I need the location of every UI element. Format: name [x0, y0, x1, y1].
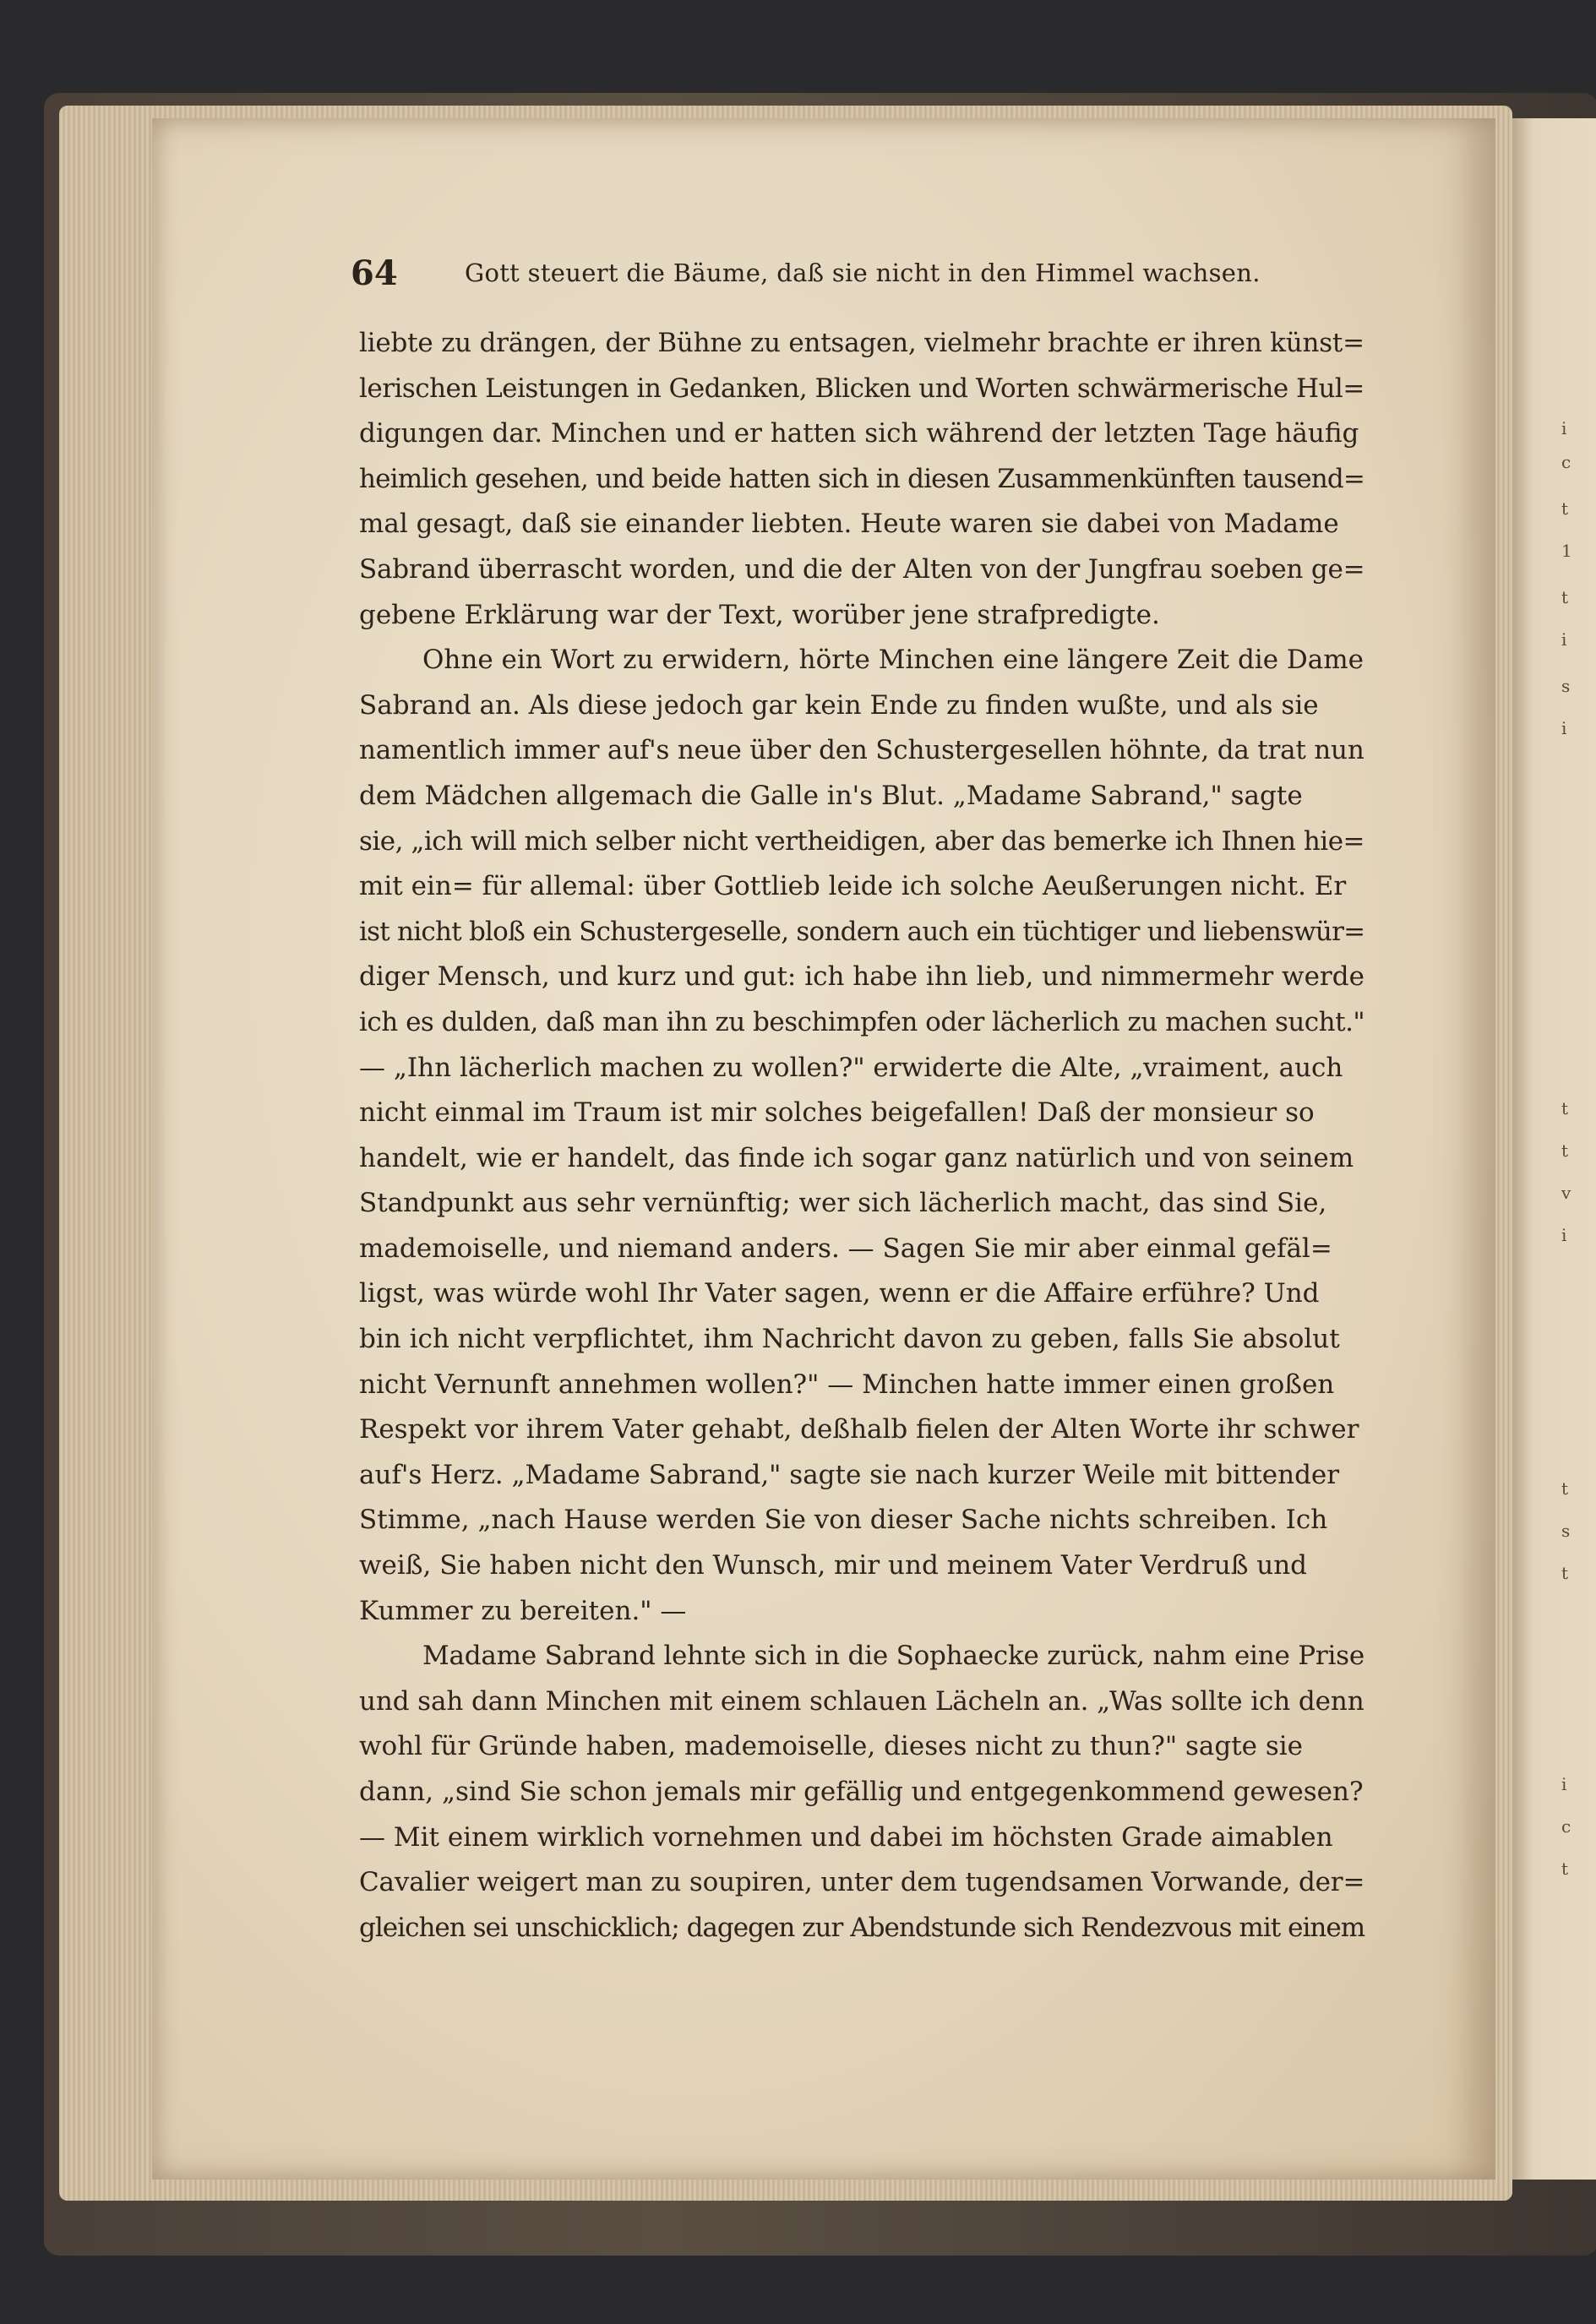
text-line: mal gesagt, daß sie einander liebten. Heute waren sie dabei von Madame — [359, 509, 1339, 540]
text-line: Respekt vor ihrem Vater gehabt, deßhalb fielen der Alten Worte ihr schwer — [359, 1414, 1359, 1445]
facing-page-letter: t — [1561, 1478, 1569, 1499]
text-line: und sah dann Minchen mit einem schlauen Lächeln an. „Was sollte ich denn — [359, 1685, 1364, 1717]
text-line: digungen dar. Minchen und er hatten sich während der letzten Tage häufig — [359, 418, 1359, 449]
facing-page-letter: v — [1561, 1183, 1571, 1203]
body-text — [359, 321, 1364, 1951]
facing-page-letter: t — [1561, 1859, 1569, 1879]
facing-page-letter: i — [1561, 418, 1567, 438]
text-line: diger Mensch, und kurz und gut: ich habe ihn lieb, und nimmermehr werde — [359, 961, 1364, 993]
facing-page-letter: t — [1561, 498, 1569, 519]
text-line: heimlich gesehen, und beide hatten sich in diesen Zusammenkünften tausend= — [359, 463, 1365, 494]
text-line: mademoiselle, und niemand anders. — Sagen Sie mir aber einmal gefäl= — [359, 1233, 1332, 1264]
text-line: handelt, wie er handelt, das finde ich sogar ganz natürlich und von seinem — [359, 1142, 1354, 1173]
text-line: nicht einmal im Traum ist mir solches beigefallen! Daß der monsieur so — [359, 1097, 1315, 1129]
text-line: Cavalier weigert man zu soupiren, unter dem tugendsamen Vorwande, der= — [359, 1867, 1365, 1898]
text-line: Kummer zu bereiten." — — [359, 1595, 687, 1626]
text-line: gebene Erklärung war der Text, worüber jene strafpredigte. — [359, 599, 1160, 630]
text-line: auf's Herz. „Madame Sabrand," sagte sie nach kurzer Weile mit bittender — [359, 1459, 1340, 1490]
facing-page-letter: t — [1561, 587, 1569, 607]
text-line: ligst, was würde wohl Ihr Vater sagen, wenn er die Affaire erführe? Und — [359, 1278, 1320, 1309]
facing-page-letter: i — [1561, 1225, 1567, 1245]
text-line: lerischen Leistungen in Gedanken, Blicken und Worten schwärmerische Hul= — [359, 373, 1364, 404]
facing-page-letter: 1 — [1561, 541, 1572, 561]
text-line: namentlich immer auf's neue über den Schustergesellen höhnte, da trat nun — [359, 735, 1364, 766]
text-line: — Mit einem wirklich vornehmen und dabei im höchsten Grade aimablen — [359, 1821, 1333, 1853]
running-title: Gott steuert die Bäume, daß sie nicht in den Himmel wachsen. — [465, 259, 1261, 287]
text-line: Sabrand an. Als diese jedoch gar kein Ende zu finden wußte, und als sie — [359, 689, 1319, 721]
text-line: dem Mädchen allgemach die Galle in's Blut. „Madame Sabrand," sagte — [359, 780, 1303, 811]
facing-page-letter: i — [1561, 718, 1567, 738]
text-line: mit ein= für allemal: über Gottlieb leide ich solche Aeußerungen nicht. Er — [359, 871, 1347, 902]
text-line: Madame Sabrand lehnte sich in die Sophaecke zurück, nahm eine Prise — [422, 1641, 1364, 1672]
text-line: Sabrand überrascht worden, und die der Alten von der Jungfrau soeben ge= — [359, 553, 1365, 585]
text-line: ist nicht bloß ein Schustergeselle, sondern auch ein tüchtiger und liebenswür= — [359, 916, 1365, 947]
facing-page-letter: t — [1561, 1563, 1569, 1583]
text-line: ich es dulden, daß man ihn zu beschimpfen oder lächerlich zu machen sucht." — [359, 1006, 1365, 1037]
text-line: Standpunkt aus sehr vernünftig; wer sich lächerlich macht, das sind Sie, — [359, 1188, 1327, 1219]
facing-page-letter: t — [1561, 1098, 1569, 1118]
text-line: liebte zu drängen, der Bühne zu entsagen, vielmehr brachte er ihren künst= — [359, 328, 1364, 358]
text-line: nicht Vernunft annehmen wollen?" — Minchen hatte immer einen großen — [359, 1369, 1335, 1400]
page-number: 64 — [351, 253, 398, 293]
facing-page-letter: s — [1561, 676, 1571, 696]
text-line: — „Ihn lächerlich machen zu wollen?" erwiderte die Alte, „vraiment, auch — [359, 1052, 1343, 1083]
text-line: wohl für Gründe haben, mademoiselle, dieses nicht zu thun?" sagte sie — [359, 1731, 1304, 1762]
facing-page — [1512, 118, 1596, 2180]
text-line: Stimme, „nach Hause werden Sie von dieser Sache nichts schreiben. Ich — [359, 1505, 1328, 1536]
text-line: dann, „sind Sie schon jemals mir gefällig und entgegenkommend gewesen? — [359, 1777, 1364, 1807]
facing-page-letter: c — [1561, 452, 1571, 472]
facing-page-letter: s — [1561, 1521, 1571, 1541]
text-line: weiß, Sie haben nicht den Wunsch, mir und meinem Vater Verdruß und — [359, 1550, 1308, 1581]
text-line: Ohne ein Wort zu erwidern, hörte Minchen eine längere Zeit die Dame — [422, 645, 1364, 676]
text-line: bin ich nicht verpflichtet, ihm Nachricht davon zu geben, falls Sie absolut — [359, 1324, 1340, 1355]
facing-page-letter: c — [1561, 1816, 1571, 1837]
text-line: gleichen sei unschicklich; dagegen zur Abendstunde sich Rendezvous mit einem — [359, 1912, 1365, 1943]
facing-page-letter: t — [1561, 1140, 1569, 1161]
page-header — [351, 253, 1364, 304]
text-line: sie, „ich will mich selber nicht vertheidigen, aber das bemerke ich Ihnen hie= — [359, 825, 1364, 857]
facing-page-letter: i — [1561, 629, 1567, 650]
facing-page-letter: i — [1561, 1774, 1567, 1794]
